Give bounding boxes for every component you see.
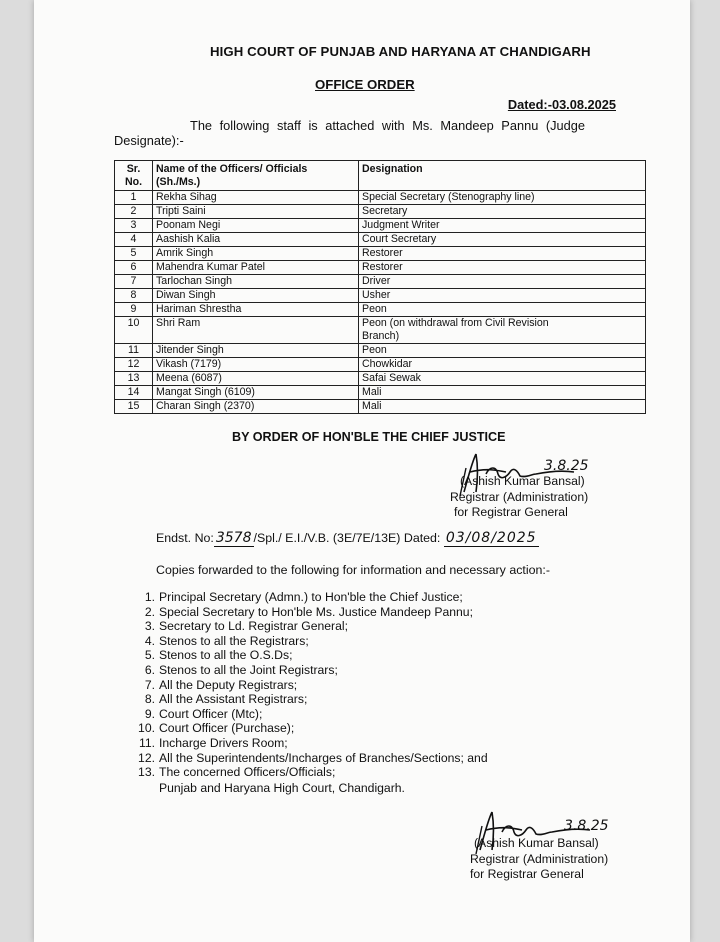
list-item-number: 3. [144,619,155,634]
table-row [115,372,646,386]
list-item-number: 4. [144,633,155,648]
list-item [136,663,488,678]
table-row [115,344,646,358]
list-item-text: Stenos to all the Joint Registrars; [159,662,338,677]
table-row [115,386,646,400]
list-item [136,736,488,751]
signature-date-2: 3.8.25 [564,818,609,834]
table-row [115,358,646,372]
order-date: Dated:-03.08.2025 [507,97,616,112]
sr-no-cell: 1 [115,191,153,205]
list-item [136,692,488,707]
table-row [115,400,646,414]
signatory-for: for Registrar General [454,505,568,519]
name-header: Name of the Officers/ Officials (Sh./Ms.) [153,161,359,191]
signature-block-1 [440,474,588,521]
table-row [115,289,646,303]
designation-cell: Court Secretary [359,233,646,247]
designation-cell: Mali [359,386,646,400]
table-row [115,205,646,219]
list-item-text: Special Secretary to Hon'ble Ms. Justice Mandeep Pannu; [159,604,473,619]
list-item-text: All the Deputy Registrars; [159,677,298,692]
sr-no-cell: 5 [115,247,153,261]
designation-cell: Safai Sewak [359,372,646,386]
list-item-text: Court Officer (Mtc); [159,706,263,721]
sr-no-cell: 10 [115,317,153,344]
designation-cell: Judgment Writer [359,219,646,233]
name-cell: Tarlochan Singh [153,275,359,289]
name-cell: Amrik Singh [153,247,359,261]
list-item-number: 13. [138,765,155,780]
list-item-number: 5. [144,648,155,663]
list-item [136,751,488,766]
name-cell: Charan Singh (2370) [153,400,359,414]
endorsement-line: Endst. No: 3578 /Spl./ E.I./V.B. (3E/7E/13E) Dated: 03/08/2025 [156,530,537,546]
name-cell: Aashish Kalia [153,233,359,247]
designation-cell: Special Secretary (Stenography line) [359,191,646,205]
signatory-name-2: (Ashish Kumar Bansal) [474,836,599,850]
name-cell: Shri Ram [153,317,359,344]
list-item-text: Principal Secretary (Admn.) to Hon'ble the Chief Justice; [159,590,463,604]
signatory-title: Registrar (Administration) [450,489,589,504]
list-item-text: The concerned Officers/Officials; [159,765,336,780]
list-item-number: 12. [138,750,155,765]
designation-cell: Restorer [359,261,646,275]
signatory-for-2: for Registrar General [470,867,584,881]
copies-forwarded-line: Copies forwarded to the following for information and necessary action:- [156,563,550,577]
table-header-row [115,161,646,191]
name-cell: Mangat Singh (6109) [153,386,359,400]
sr-no-header: Sr. No. [115,161,153,191]
list-item-number: 2. [144,604,155,619]
endorsement-number: 3578 [215,530,252,546]
list-item-text: All the Superintendents/Incharges of Branches/Sections; and [159,750,488,765]
name-cell: Poonam Negi [153,219,359,233]
sr-no-cell: 11 [115,344,153,358]
list-item-text: Stenos to all the O.S.Ds; [159,648,293,663]
name-cell: Jitender Singh [153,344,359,358]
name-cell: Rekha Sihag [153,191,359,205]
designation-cell: Secretary [359,205,646,219]
list-item [136,707,488,722]
name-cell: Diwan Singh [153,289,359,303]
intro-line-2: Designate):- [114,133,184,148]
name-cell: Mahendra Kumar Patel [153,261,359,275]
list-item-text: Incharge Drivers Room; [159,735,288,750]
document-page [34,0,690,942]
endorsement-date: 03/08/2025 [445,530,537,546]
order-title: OFFICE ORDER [315,77,415,92]
table-row [115,261,646,275]
designation-cell: Usher [359,289,646,303]
signatory-name: (Ashish Kumar Bansal) [460,474,585,488]
court-name: HIGH COURT OF PUNJAB AND HARYANA AT CHANDIGARH [210,44,591,59]
table-row [115,275,646,289]
list-item [136,678,488,693]
list-item-text: Secretary to Ld. Registrar General; [159,619,348,634]
list-item-number: 11. [138,735,155,750]
table-row [115,233,646,247]
designation-cell: Peon (on withdrawal from Civil Revision Branch) [359,317,646,344]
list-item-text: Stenos to all the Registrars; [159,633,309,648]
sr-no-cell: 2 [115,205,153,219]
signature-date-1: 3.8.25 [544,458,589,474]
sr-no-cell: 12 [115,358,153,372]
table-row [115,317,646,344]
list-item-number: 1. [144,590,155,604]
list-item-number: 6. [144,662,155,677]
list-item-number: 8. [144,692,155,707]
list-item [136,634,488,649]
list-item-number: 10. [138,721,155,736]
name-cell: Hariman Shrestha [153,303,359,317]
designation-cell: Mali [359,400,646,414]
signature-block-2 [470,836,608,883]
sr-no-cell: 15 [115,400,153,414]
list-item-number: 7. [144,677,155,692]
sr-no-cell: 7 [115,275,153,289]
name-cell: Tripti Saini [153,205,359,219]
name-cell: Meena (6087) [153,372,359,386]
sr-no-cell: 8 [115,289,153,303]
by-order-line: BY ORDER OF HON'BLE THE CHIEF JUSTICE [232,430,506,444]
list-item-text: Court Officer (Purchase); [159,721,295,736]
table-row [115,219,646,233]
list-item-number: 9. [144,706,155,721]
name-cell: Vikash (7179) [153,358,359,372]
sr-no-cell: 9 [115,303,153,317]
list-item [136,590,488,605]
designation-cell: Peon [359,303,646,317]
sr-no-cell: 3 [115,219,153,233]
table-row [115,191,646,205]
list-item-text: All the Assistant Registrars; [159,692,308,707]
sr-no-cell: 13 [115,372,153,386]
recipient-list [136,590,488,780]
designation-cell: Restorer [359,247,646,261]
table-row [115,303,646,317]
recipient-footer: Punjab and Haryana High Court, Chandigarh. [159,781,405,795]
table-row [115,247,646,261]
list-item [136,605,488,620]
staff-table [114,160,646,414]
list-item [136,648,488,663]
designation-cell: Chowkidar [359,358,646,372]
signatory-title-2: Registrar (Administration) [470,851,609,866]
sr-no-cell: 14 [115,386,153,400]
list-item [136,765,488,780]
intro-line-1: The following staff is attached with Ms. Mandeep Pannu (Judge [190,118,585,133]
designation-cell: Driver [359,275,646,289]
sr-no-cell: 4 [115,233,153,247]
list-item [136,721,488,736]
designation-cell: Peon [359,344,646,358]
sr-no-cell: 6 [115,261,153,275]
list-item [136,619,488,634]
designation-header: Designation [359,161,646,191]
